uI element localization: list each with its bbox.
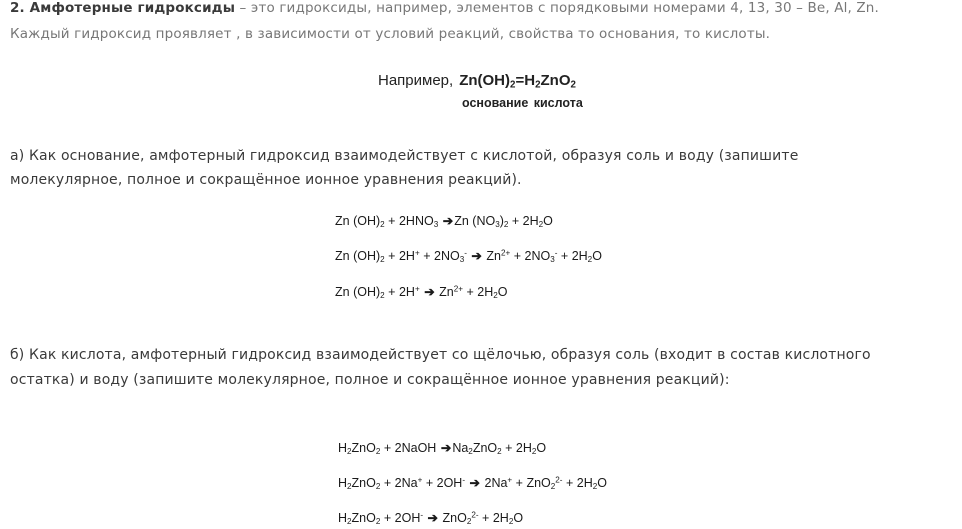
section-b-line-2: остатка) и воду (запишите молекулярное, полное и сокращённое ионное уравнения реакций): bbox=[10, 372, 730, 388]
arrow-icon: ➔ bbox=[427, 511, 439, 525]
example-labels: основание кислота bbox=[462, 96, 583, 110]
heading-definition: – это гидроксиды, например, элементов с порядковыми номерами 4, 13, 30 – Be, Al, Zn. bbox=[235, 0, 879, 16]
example-equation: $Zn(OH)_2=H_2ZnO_2$ bbox=[459, 72, 576, 91]
section-a-line-2: молекулярное, полное и сокращённое ионное уравнения реакций). bbox=[10, 172, 522, 188]
example-prefix: Например, bbox=[378, 72, 454, 89]
section-heading bbox=[10, 0, 879, 16]
arrow-icon: ➔ bbox=[471, 249, 482, 263]
equation-b-full-ionic: $H_2ZnO_2 + 2Na^+ + 2OH^-$ ➔ $2Na^+ + ZnO_2^{2-} + 2H_2O$ bbox=[338, 475, 608, 492]
section-a-line-1: а) Как основание, амфотерный гидроксид взаимодействует с кислотой, образуя соль и воду (запишите bbox=[10, 148, 799, 164]
arrow-icon: ➔ bbox=[442, 214, 454, 228]
equation-b-short-ionic: $H_2ZnO_2 + 2OH^-$ ➔ $ZnO_2^{2-} + 2H_2O$ bbox=[338, 510, 524, 527]
equation-b-molecular: $H_2ZnO_2$ + 2NaOH $➔Na_2ZnO_2 + 2H_2O$ bbox=[338, 441, 547, 457]
arrow-icon: ➔ bbox=[440, 441, 452, 455]
heading-line-2: Каждый гидроксид проявляет , в зависимости от условий реакций, свойства то основания, то кислоты. bbox=[10, 26, 771, 42]
arrow-icon: ➔ bbox=[424, 285, 435, 299]
equation-a-molecular: Zn $(OH)_2 + 2HNO_3$ ➔Zn $(NO_3)_2 + 2H_2O$ bbox=[335, 214, 553, 230]
equation-a-short-ionic: Zn $(OH)_2 + 2H^+$ ➔ $Zn^{2+} + 2H_2O$ bbox=[335, 284, 508, 301]
arrow-icon: ➔ bbox=[469, 476, 480, 490]
heading-title: 2. Амфотерные гидроксиды bbox=[10, 0, 236, 16]
equation-a-full-ionic: Zn $(OH)_2 + 2H^+ + 2NO_3^-$ ➔ $Zn^{2+} + 2NO_3^- + 2H_2O$ bbox=[335, 248, 602, 265]
section-b-line-1: б) Как кислота, амфотерный гидроксид взаимодействует со щёлочью, образуя соль (входит в состав кислотного bbox=[10, 347, 871, 363]
example-formula bbox=[378, 72, 576, 90]
